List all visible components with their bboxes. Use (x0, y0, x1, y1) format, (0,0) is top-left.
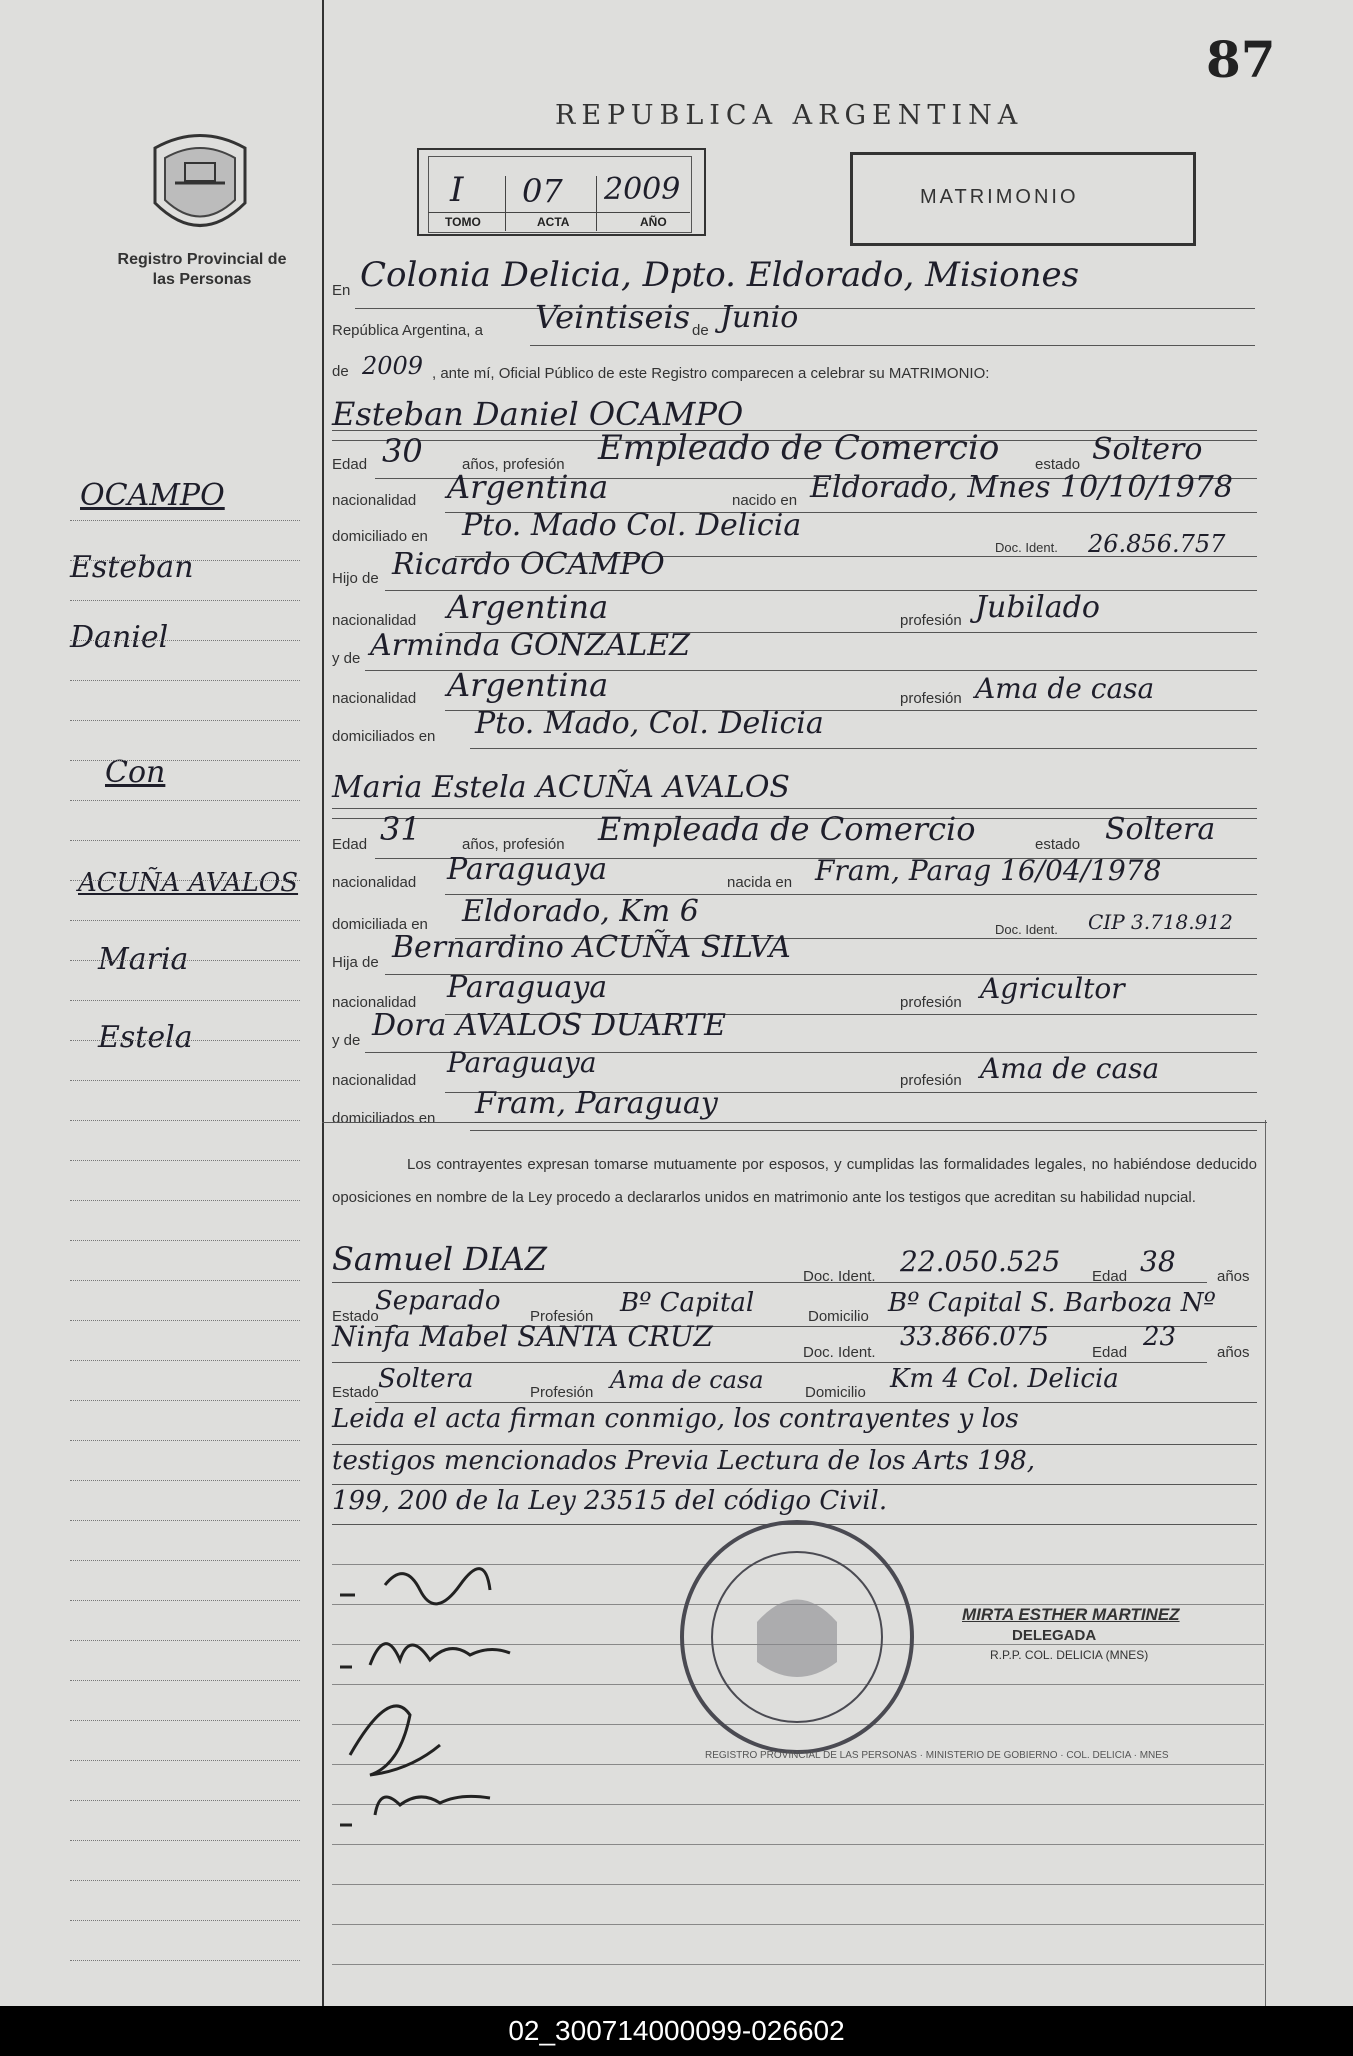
margin-dotted-line (70, 880, 300, 881)
stamp-text: REGISTRO PROVINCIAL DE LAS PERSONAS · MINISTERIO DE GOBIERNO · COL. DELICIA · MNES (705, 1750, 1169, 1761)
groom-age: 30 (382, 432, 423, 470)
margin-dotted-line (70, 1360, 300, 1361)
margin-dotted-line (70, 560, 300, 561)
witness1-address-label: Domicilio (808, 1308, 869, 1325)
type-label: MATRIMONIO (920, 186, 1079, 208)
margin-dotted-line (70, 1800, 300, 1801)
bride-nat-label: nacionalidad (332, 874, 417, 891)
margin-dotted-line (70, 1600, 300, 1601)
witness2-age-label: Edad (1092, 1344, 1128, 1361)
margin-dotted-line (70, 1480, 300, 1481)
margin-dotted-line (70, 1920, 300, 1921)
bride-born-label: nacida en (727, 874, 793, 891)
anio-value: 2009 (604, 172, 681, 207)
ruled-line (332, 1884, 1264, 1885)
margin-dotted-line (70, 720, 300, 721)
ruled-line (332, 1964, 1264, 1965)
margin-divider (322, 0, 324, 2006)
bride-full-name: Maria Estela ACUÑA AVALOS (332, 770, 790, 805)
closing-line-2: testigos mencionados Previa Lectura de los Arts 198, (332, 1446, 1036, 1476)
groom-doc-label: Doc. Ident. (995, 540, 1058, 555)
margin-dotted-line (70, 1960, 300, 1961)
bride-father-prof: Agricultor (980, 972, 1125, 1005)
groom-born: Eldorado, Mnes 10/10/1978 (810, 470, 1233, 505)
groom-mother-prof: Ama de casa (975, 672, 1155, 705)
margin-dotted-line (70, 680, 300, 681)
witness2-status: Soltera (378, 1364, 474, 1394)
registry-name: Registro Provincial de las Personas (117, 251, 287, 288)
acta-label: ACTA (537, 215, 570, 229)
acta-value: 07 (522, 172, 563, 210)
groom-father-nat-label: nacionalidad (332, 612, 417, 629)
margin-dotted-line (70, 1680, 300, 1681)
witness1-prof-label: Profesión (530, 1308, 594, 1325)
margin-dotted-line (70, 1400, 300, 1401)
bride-age: 31 (380, 810, 421, 848)
margin-groom-name2: Daniel (70, 620, 169, 655)
country-title: REPUBLICA ARGENTINA (555, 100, 1024, 131)
witness1-age: 38 (1140, 1245, 1176, 1278)
margin-dotted-line (70, 1280, 300, 1281)
margin-dotted-line (70, 1040, 300, 1041)
intro-text: , ante mí, Oficial Público de este Registro comparecen a celebrar su MATRIMONIO: (432, 365, 990, 382)
groom-nat-label: nacionalidad (332, 492, 417, 509)
witness1-address: Bº Capital S. Barboza Nº (888, 1288, 1216, 1318)
margin-dotted-line (70, 1160, 300, 1161)
margin-dotted-line (70, 1080, 300, 1081)
bride-parents-address: Fram, Paraguay (475, 1086, 718, 1121)
groom-mother-prof-label: profesión (900, 690, 962, 707)
groom-address-label: domiciliado en (332, 528, 428, 545)
witness2-status-label: Estado (332, 1384, 379, 1401)
witness1-doc: 22.050.525 (900, 1245, 1061, 1278)
witness1-age-label: Edad (1092, 1268, 1128, 1285)
bride-profession: Empleada de Comercio (598, 810, 976, 848)
margin-dotted-line (70, 1560, 300, 1561)
margin-groom-name1: Esteban (70, 550, 194, 585)
bride-mother: Dora AVALOS DUARTE (372, 1008, 726, 1043)
declaration-text: Los contrayentes expresan tomarse mutuamente por esposos, y cumplidas las formalidades legales, no habiéndose deducido oposiciones en nombre de la Ley procedo a declararlos unidos en matrimonio ante los testigos que acreditan su habilidad nupcial. (332, 1156, 1257, 1206)
marriage-day: Veintiseis (535, 298, 691, 336)
groom-born-label: nacido en (732, 492, 798, 509)
witness2-doc-label: Doc. Ident. (803, 1344, 876, 1361)
anio-label: AÑO (640, 215, 667, 229)
witness1-name: Samuel DIAZ (332, 1240, 547, 1278)
closing-line-3: 199, 200 de la Ley 23515 del código Civil. (332, 1486, 888, 1516)
margin-dotted-line (70, 960, 300, 961)
bride-mother-prof-label: profesión (900, 1072, 962, 1089)
bride-mother-label: y de (332, 1032, 361, 1049)
de-label: de (692, 322, 709, 339)
bride-parents-address-label: domiciliados en (332, 1110, 436, 1127)
bride-status: Soltera (1105, 812, 1216, 847)
right-border (1265, 1120, 1266, 2006)
bride-profession-label: años, profesión (462, 836, 565, 853)
bride-father-nat-label: nacionalidad (332, 994, 417, 1011)
margin-dotted-line (70, 600, 300, 601)
bride-mother-nat: Paraguaya (447, 1046, 597, 1079)
record-divider-2 (596, 176, 597, 231)
witness1-profession: Bº Capital (620, 1288, 755, 1318)
margin-dotted-line (70, 640, 300, 641)
witness1-status-label: Estado (332, 1308, 379, 1325)
groom-mother: Arminda GONZALEZ (370, 628, 690, 663)
witness2-prof-label: Profesión (530, 1384, 594, 1401)
record-label-line (428, 212, 690, 213)
margin-bride-name1: Maria (98, 942, 189, 977)
margin-dotted-line (70, 1760, 300, 1761)
margin-bride-name2: Estela (98, 1020, 193, 1055)
groom-full-name: Esteban Daniel OCAMPO (332, 395, 744, 433)
witness2-profession: Ama de casa (610, 1366, 764, 1394)
groom-mother-nat: Argentina (447, 666, 609, 704)
groom-father-label: Hijo de (332, 570, 379, 587)
groom-parents-address: Pto. Mado, Col. Delicia (475, 706, 824, 741)
ruled-line (332, 1924, 1264, 1925)
tomo-value: I (450, 170, 464, 210)
bride-father-prof-label: profesión (900, 994, 962, 1011)
bride-father: Bernardino ACUÑA SILVA (392, 930, 791, 965)
margin-dotted-line (70, 1120, 300, 1121)
bride-nationality: Paraguaya (447, 852, 608, 887)
witness2-address: Km 4 Col. Delicia (890, 1364, 1119, 1394)
marriage-place: Colonia Delicia, Dpto. Eldorado, Misiones (360, 255, 1080, 295)
groom-profession-label: años, profesión (462, 456, 565, 473)
bride-doc-label: Doc. Ident. (995, 922, 1058, 937)
groom-address: Pto. Mado Col. Delicia (462, 508, 802, 543)
margin-dotted-line (70, 920, 300, 921)
bride-father-nat: Paraguaya (447, 970, 608, 1005)
witness2-age: 23 (1143, 1322, 1177, 1352)
page-number: 87 (1206, 30, 1276, 89)
groom-mother-nat-label: nacionalidad (332, 690, 417, 707)
bride-mother-nat-label: nacionalidad (332, 1072, 417, 1089)
official-stamp-icon (672, 1512, 922, 1762)
groom-mother-label: y de (332, 650, 361, 667)
province-seal-icon (140, 128, 260, 248)
record-divider-1 (505, 176, 506, 231)
witness2-doc: 33.866.075 (900, 1322, 1049, 1352)
margin-dotted-line (70, 1200, 300, 1201)
margin-dotted-line (70, 1640, 300, 1641)
groom-nationality: Argentina (447, 468, 609, 506)
en-label: En (332, 282, 351, 299)
bride-age-label: Edad (332, 836, 368, 853)
closing-line-1: Leida el acta firman conmigo, los contrayentes y los (332, 1404, 1019, 1434)
margin-dotted-line (70, 1440, 300, 1441)
groom-father: Ricardo OCAMPO (392, 547, 665, 582)
bride-address-label: domiciliada en (332, 916, 428, 933)
witness1-anios-label: años (1217, 1268, 1250, 1285)
witness2-name: Ninfa Mabel SANTA CRUZ (332, 1320, 713, 1353)
marriage-month: Junio (720, 300, 799, 335)
margin-dotted-line (70, 1720, 300, 1721)
margin-dotted-line (70, 1880, 300, 1881)
official-role: DELEGADA (1012, 1627, 1097, 1644)
bride-mother-prof: Ama de casa (980, 1052, 1160, 1085)
witness2-anios-label: años (1217, 1344, 1250, 1361)
bride-address: Eldorado, Km 6 (462, 894, 699, 929)
tomo-label: TOMO (445, 215, 481, 229)
margin-dotted-line (70, 1240, 300, 1241)
margin-dotted-line (70, 1520, 300, 1521)
groom-profession: Empleado de Comercio (598, 428, 1000, 468)
marriage-year: 2009 (362, 352, 424, 380)
margin-dotted-line (70, 1840, 300, 1841)
margin-dotted-line (70, 840, 300, 841)
groom-parents-address-label: domiciliados en (332, 728, 436, 745)
bride-born: Fram, Parag 16/04/1978 (815, 854, 1162, 887)
groom-status-label: estado (1035, 456, 1081, 473)
margin-dotted-line (70, 1320, 300, 1321)
signatures (330, 1545, 550, 1875)
margin-dotted-line (70, 1000, 300, 1001)
official-name: MIRTA ESTHER MARTINEZ (962, 1605, 1180, 1624)
witness2-address-label: Domicilio (805, 1384, 866, 1401)
groom-father-prof: Jubilado (975, 590, 1100, 625)
official-office: R.P.P. COL. DELICIA (MNES) (990, 1648, 1149, 1662)
margin-dotted-line (70, 760, 300, 761)
groom-father-nat: Argentina (447, 588, 609, 626)
bride-father-label: Hija de (332, 954, 379, 971)
groom-doc: 26.856.757 (1088, 530, 1226, 558)
margin-groom-surname: OCAMPO (80, 478, 225, 513)
bride-doc: CIP 3.718.912 (1088, 910, 1233, 934)
groom-father-prof-label: profesión (900, 612, 962, 629)
republica-label: República Argentina, a (332, 322, 483, 339)
margin-bride-surname: ACUÑA AVALOS (78, 868, 299, 898)
groom-status: Soltero (1092, 432, 1203, 467)
margin-dotted-line (70, 800, 300, 801)
groom-age-label: Edad (332, 456, 368, 473)
margin-con: Con (105, 755, 166, 790)
de2-label: de (332, 363, 349, 380)
footer-id: 02_300714000099-026602 (0, 2006, 1353, 2056)
margin-dotted-line (70, 520, 300, 521)
bride-status-label: estado (1035, 836, 1081, 853)
witness1-doc-label: Doc. Ident. (803, 1268, 876, 1285)
witness1-status: Separado (375, 1286, 501, 1316)
